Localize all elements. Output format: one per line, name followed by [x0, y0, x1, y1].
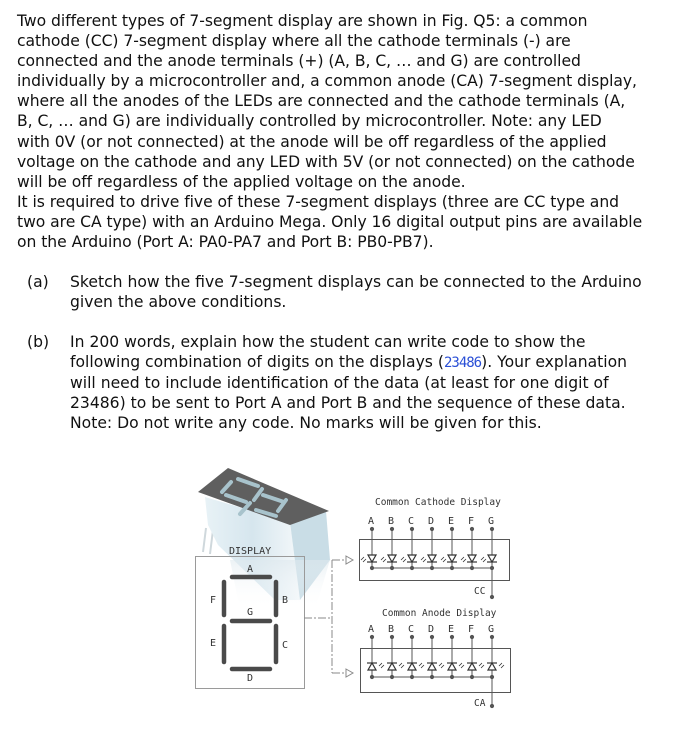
ca-pin-label: G [488, 624, 495, 635]
ca-pin-label: C [408, 624, 415, 635]
ca-pin-label: A [368, 624, 375, 635]
ca-led-icons [367, 663, 504, 670]
intro-line: connected and the anode terminals (+) (A, B, C, … and G) are controlled [17, 52, 581, 71]
cc-pin-label: C [408, 516, 415, 527]
question-b-line: In 200 words, explain how the student can write code to show the [70, 333, 586, 351]
intro-line: where all the anodes of the LEDs are connected and the cathode terminals (A, [17, 92, 626, 111]
cc-pin-label: B [388, 516, 395, 527]
cc-pin-label: A [368, 516, 375, 527]
intro-line: will be off regardless of the applied voltage on the anode. [17, 172, 466, 191]
intro-line: cathode (CC) 7-segment display where all the cathode terminals (-) are [17, 32, 571, 51]
arrow-to-cc-icon [346, 556, 353, 564]
intro-line: two are CA type) with an Arduino Mega. Only 16 digital output pins are available [17, 212, 643, 231]
intro-line: voltage on the cathode and any LED with 5V (or not connected) on the cathode [17, 152, 635, 171]
ca-pin-label: E [448, 624, 455, 635]
segment-label-a: A [247, 564, 254, 575]
intro-line: on the Arduino (Port A: PA0-PA7 and Port B: PB0-PB7). [17, 233, 434, 252]
cc-title: Common Cathode Display [375, 497, 501, 508]
ca-title: Common Anode Display [382, 608, 497, 619]
intro-line: with 0V (or not connected) at the anode will be off regardless of the applied [17, 132, 607, 151]
cc-pin-label: F [468, 516, 475, 527]
question-b-tag: (b) [27, 333, 50, 351]
segment-label-e: E [210, 638, 217, 649]
cc-box [360, 540, 510, 581]
cc-common-label: CC [474, 586, 486, 597]
question-b-line [70, 352, 697, 373]
question-a-line: Sketch how the five 7-segment displays can be connected to the Arduino [70, 273, 642, 291]
question-b-text: ). Your explanation [481, 353, 628, 372]
cc-pin-label: D [428, 516, 435, 527]
segment-label-b: B [282, 595, 289, 606]
question-a-body [70, 272, 697, 312]
question-b-line: 23486) to be sent to Port A and Port B and the sequence of these data. [70, 394, 626, 413]
segment-label-f: F [210, 595, 217, 606]
display-label: DISPLAY [229, 546, 272, 557]
intro-line: B, C, … and G) are individually controlled by microcontroller. Note: any LED [17, 112, 602, 131]
intro-line: Two different types of 7-segment display are shown in Fig. Q5: a common [17, 12, 588, 30]
segment-label-d: D [247, 673, 254, 684]
arrow-to-ca-icon [346, 669, 353, 677]
question-b-text: following combination of digits on the displays ( [70, 353, 444, 372]
display-photo [198, 468, 330, 610]
ca-common-label: CA [474, 698, 486, 709]
cc-led-icons [361, 555, 497, 562]
ca-pin-label: D [428, 624, 435, 635]
intro-paragraph [17, 11, 692, 252]
intro-line: It is required to drive five of these 7-segment displays (three are CC type and [17, 192, 619, 211]
question-b-body [70, 332, 697, 433]
question-a-tag: (a) [27, 273, 49, 291]
common-anode-diagram [361, 608, 511, 709]
question-b-line: Note: Do not write any code. No marks will be given for this. [70, 414, 542, 433]
intro-line: individually by a microcontroller and, a common anode (CA) 7-segment display, [17, 72, 637, 91]
segment-label-c: C [282, 640, 289, 651]
seven-segment-digits: 23486 [443, 355, 482, 372]
question-b-line: will need to include identification of the data (at least for one digit of [70, 374, 609, 393]
ca-pin-label: B [388, 624, 395, 635]
common-cathode-diagram [360, 497, 510, 599]
cc-pin-label: G [488, 516, 495, 527]
ca-pin-label: F [468, 624, 475, 635]
cc-pin-label: E [448, 516, 455, 527]
segment-label-g: G [247, 607, 254, 618]
question-a-line: given the above conditions. [70, 293, 287, 312]
